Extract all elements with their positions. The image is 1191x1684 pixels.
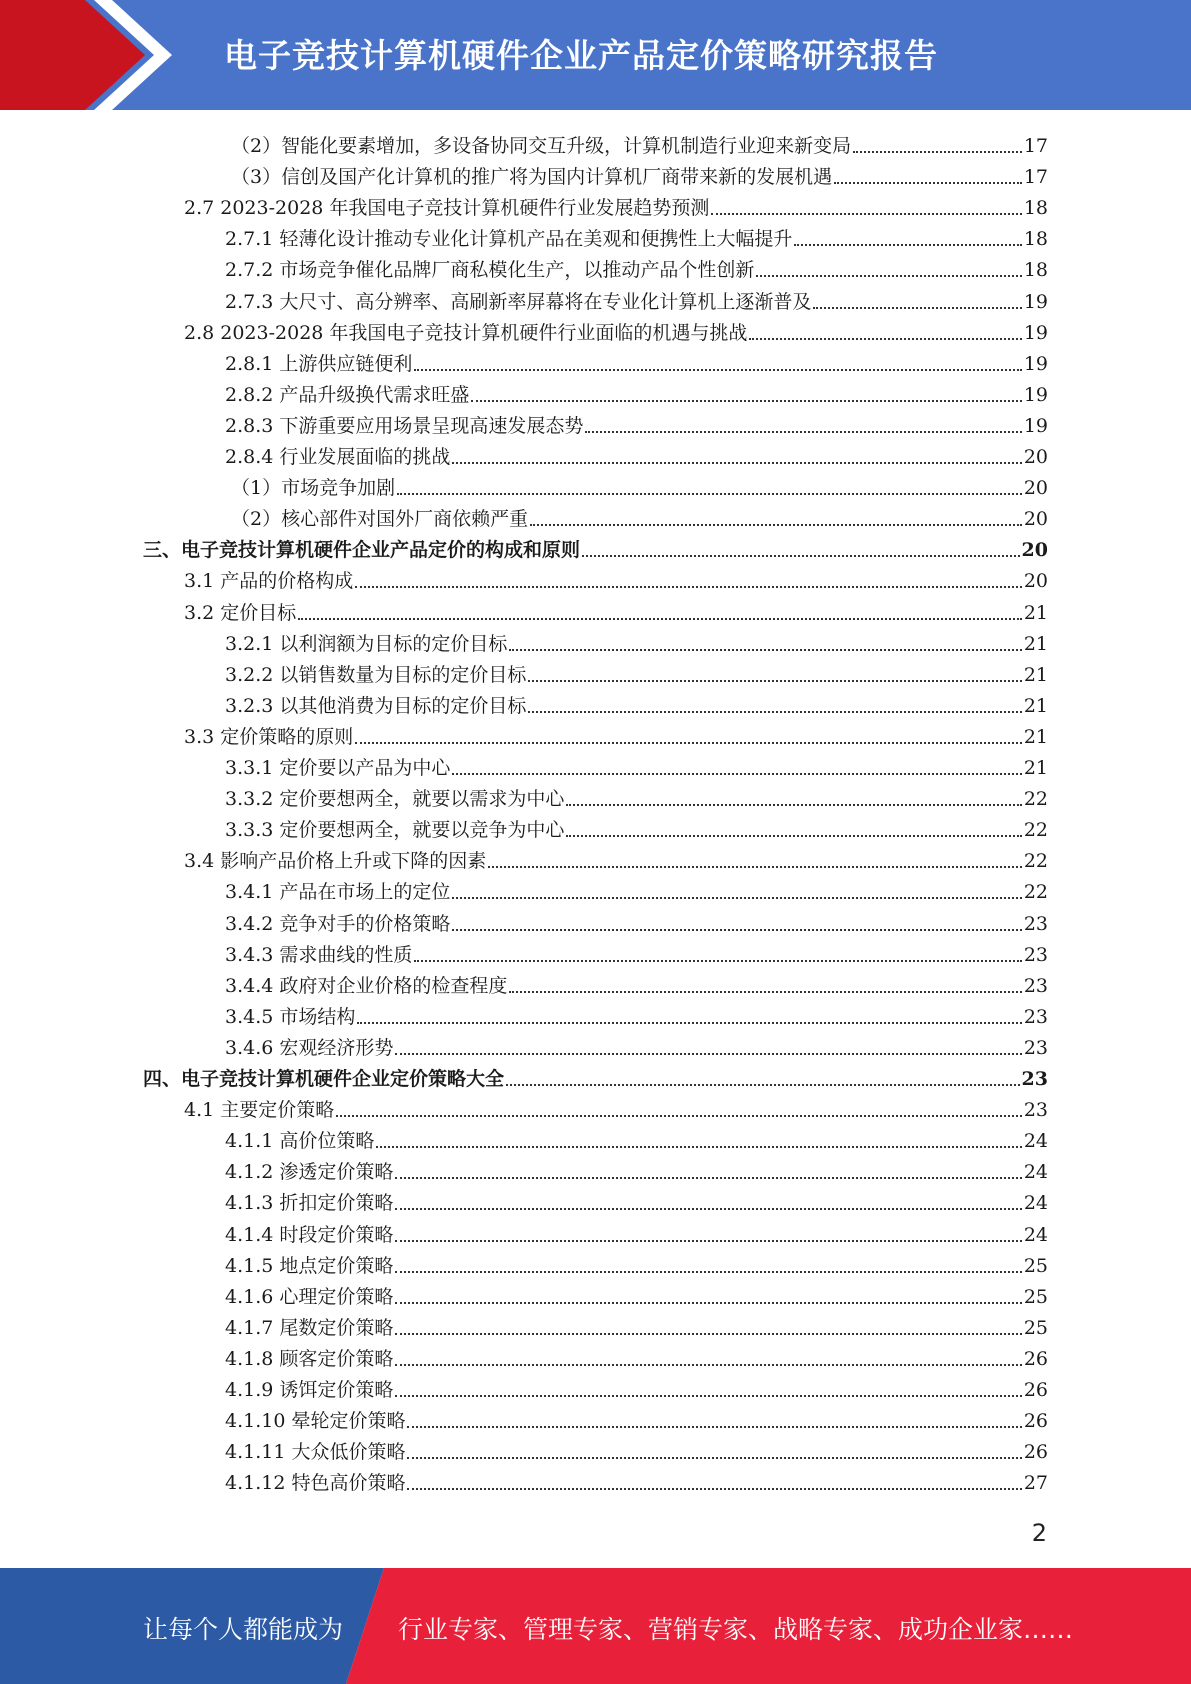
toc-entry-label: 4.1.9 诱饵定价策略	[225, 1379, 394, 1401]
toc-dot-leader	[376, 1145, 1021, 1148]
toc-dot-leader	[452, 772, 1021, 775]
toc-entry[interactable]	[225, 998, 1048, 1029]
toc-entry[interactable]	[231, 158, 1048, 189]
toc-entry-label: 2.8.2 产品升级换代需求旺盛	[225, 383, 470, 406]
toc-entry-page: 25	[1023, 1316, 1048, 1339]
toc-entry[interactable]	[225, 251, 1048, 282]
toc-entry-label: 3.4.3 需求曲线的性质	[225, 943, 413, 966]
toc-entry-page: 20	[1023, 570, 1048, 593]
toc-entry[interactable]	[231, 469, 1048, 500]
toc-entry-page: 19	[1023, 352, 1048, 375]
toc-entry-page: 18	[1023, 228, 1048, 251]
toc-entry[interactable]	[143, 1060, 1048, 1091]
toc-entry-page: 26	[1023, 1410, 1048, 1433]
toc-entry-page: 27	[1023, 1472, 1048, 1495]
toc-entry[interactable]	[225, 873, 1048, 904]
toc-dot-leader	[528, 679, 1021, 682]
toc-entry-label: 3.4.1 产品在市场上的定位	[225, 881, 451, 904]
toc-entry-page: 25	[1023, 1285, 1048, 1308]
toc-entry-page: 22	[1023, 788, 1048, 811]
toc-entry-page: 20	[1023, 508, 1048, 531]
toc-entry-label: 4.1.7 尾数定价策略	[225, 1316, 394, 1339]
toc-dot-leader	[395, 1270, 1021, 1273]
toc-entry[interactable]	[225, 1184, 1048, 1215]
toc-entry-label: 3.4.6 宏观经济形势	[225, 1036, 394, 1059]
toc-entry-page: 19	[1023, 383, 1048, 406]
toc-entry-page: 23	[1023, 912, 1048, 935]
toc-entry-label: 3.3.2 定价要想两全，就要以需求为中心	[225, 788, 565, 811]
toc-entry[interactable]	[231, 127, 1048, 158]
toc-dot-leader	[407, 1456, 1021, 1459]
toc-dot-leader	[397, 492, 1022, 495]
toc-entry[interactable]	[225, 1122, 1048, 1153]
toc-entry-label: 3.4.2 竞争对手的价格策略	[225, 912, 451, 935]
toc-entry-page: 19	[1023, 414, 1048, 437]
toc-entry[interactable]	[225, 438, 1048, 469]
toc-entry-label: 4.1.1 高价位策略	[225, 1130, 375, 1153]
toc-dot-leader	[566, 803, 1021, 806]
toc-entry-label: 2.8.3 下游重要应用场景呈现高速发展态势	[225, 414, 584, 437]
toc-entry-page: 21	[1023, 757, 1048, 779]
toc-entry-label: 3.2 定价目标	[184, 601, 297, 624]
toc-dot-leader	[749, 337, 1021, 340]
toc-entry-label: 4.1.11 大众低价策略	[225, 1441, 406, 1464]
toc-entry-label: （2）智能化要素增加，多设备协同交互升级，计算机制造行业迎来新变局	[231, 135, 852, 157]
toc-entry[interactable]	[225, 1278, 1048, 1309]
toc-entry-label: 3.1 产品的价格构成	[184, 570, 354, 593]
toc-dot-leader	[395, 1176, 1021, 1179]
toc-entry-page: 23	[1023, 1005, 1048, 1028]
toc-entry[interactable]	[231, 500, 1048, 531]
toc-dot-leader	[509, 990, 1021, 993]
toc-entry-label: 2.8.4 行业发展面临的挑战	[225, 446, 451, 468]
toc-entry[interactable]	[225, 687, 1048, 718]
toc-dot-leader	[395, 1394, 1021, 1397]
footer-slogan-left: 让每个人都能成为	[143, 1615, 344, 1644]
toc-entry[interactable]	[184, 1091, 1048, 1122]
toc-entry[interactable]	[143, 531, 1048, 562]
toc-dot-leader	[488, 865, 1022, 868]
report-title: 电子竞技计算机硬件企业产品定价策略研究报告	[224, 36, 938, 75]
toc-entry-page: 22	[1023, 850, 1048, 873]
toc-entry[interactable]	[225, 1309, 1048, 1340]
toc-dot-leader	[834, 181, 1022, 184]
toc-dot-leader	[395, 1301, 1021, 1304]
toc-dot-leader	[711, 212, 1021, 215]
toc-entry-page: 26	[1023, 1347, 1048, 1370]
toc-entry-page: 23	[1023, 943, 1048, 966]
toc-entry-label: 4.1.5 地点定价策略	[225, 1254, 394, 1277]
toc-entry-label: 4.1.2 渗透定价策略	[225, 1161, 394, 1184]
toc-entry-page: 17	[1023, 166, 1048, 189]
toc-entry[interactable]	[184, 189, 1048, 220]
toc-dot-leader	[414, 368, 1021, 371]
toc-dot-leader	[509, 648, 1021, 651]
toc-entry[interactable]	[225, 1371, 1048, 1402]
toc-entry-page: 21	[1023, 663, 1048, 686]
toc-entry-label: 3.4 影响产品价格上升或下降的因素	[184, 850, 487, 873]
toc-entry-page: 25	[1023, 1254, 1048, 1277]
toc-entry[interactable]	[225, 967, 1048, 998]
toc-dot-leader	[794, 243, 1021, 246]
toc-entry-label: （1）市场竞争加剧	[231, 477, 396, 500]
toc-entry-page: 19	[1023, 290, 1048, 313]
toc-entry[interactable]	[225, 1153, 1048, 1184]
toc-entry-label: 2.7.2 市场竞争催化品牌厂商私模化生产，以推动产品个性创新	[225, 259, 755, 282]
toc-entry-page: 21	[1023, 725, 1048, 748]
toc-entry[interactable]	[225, 780, 1048, 811]
toc-entry-page: 21	[1023, 694, 1048, 717]
toc-entry[interactable]	[225, 1402, 1048, 1433]
toc-entry[interactable]	[225, 1433, 1048, 1464]
toc-dot-leader	[471, 399, 1021, 402]
toc-entry-label: 三、电子竞技计算机硬件企业产品定价的构成和原则	[143, 539, 581, 562]
toc-entry-page: 18	[1023, 197, 1048, 220]
toc-entry[interactable]	[184, 314, 1048, 345]
toc-entry[interactable]	[225, 936, 1048, 967]
toc-entry[interactable]	[184, 594, 1048, 625]
toc-entry-page: 20	[1023, 446, 1048, 468]
toc-entry[interactable]	[225, 1464, 1048, 1495]
toc-entry-label: （3）信创及国产化计算机的推广将为国内计算机厂商带来新的发展机遇	[231, 166, 833, 189]
toc-entry-label: 4.1.8 顾客定价策略	[225, 1347, 394, 1370]
toc-dot-leader	[452, 896, 1021, 899]
toc-dot-leader	[756, 274, 1021, 277]
toc-entry[interactable]	[184, 842, 1048, 873]
toc-dot-leader	[813, 306, 1021, 309]
toc-entry-label: （2）核心部件对国外厂商依赖严重	[231, 508, 529, 531]
toc-entry-label: 4.1.6 心理定价策略	[225, 1285, 394, 1308]
toc-entry-page: 23	[1023, 1099, 1048, 1122]
toc-entry-page: 20	[1021, 539, 1048, 562]
toc-entry[interactable]	[225, 376, 1048, 407]
toc-entry-label: 3.3.1 定价要以产品为中心	[225, 757, 451, 779]
toc-entry-page: 22	[1023, 881, 1048, 904]
toc-entry-label: 2.7.1 轻薄化设计推动专业化计算机产品在美观和便携性上大幅提升	[225, 228, 793, 251]
toc-dot-leader	[452, 928, 1021, 931]
toc-dot-leader	[395, 1363, 1021, 1366]
toc-entry-page: 24	[1023, 1223, 1048, 1246]
toc-entry-page: 23	[1021, 1068, 1048, 1090]
toc-entry-page: 22	[1023, 819, 1048, 842]
toc-entry[interactable]	[225, 1247, 1048, 1278]
toc-dot-leader	[566, 834, 1021, 837]
toc-entry[interactable]	[225, 220, 1048, 251]
toc-entry-label: 2.8 2023-2028 年我国电子竞技计算机硬件行业面临的机遇与挑战	[184, 321, 748, 344]
toc-dot-leader	[585, 430, 1021, 433]
toc-entry-label: 2.7 2023-2028 年我国电子竞技计算机硬件行业发展趋势预测	[184, 197, 710, 220]
toc-entry-label: 4.1 主要定价策略	[184, 1099, 335, 1122]
footer-slogan-right: 行业专家、管理专家、营销专家、战略专家、成功企业家……	[398, 1615, 1074, 1644]
toc-dot-leader	[407, 1487, 1021, 1490]
toc-entry-label: 3.4.4 政府对企业价格的检查程度	[225, 974, 508, 997]
toc-entry-page: 17	[1023, 135, 1048, 157]
toc-entry-label: 四、电子竞技计算机硬件企业定价策略大全	[143, 1068, 505, 1090]
toc-dot-leader	[395, 1332, 1021, 1335]
toc-entry[interactable]	[225, 1340, 1048, 1371]
toc-entry-label: 3.2.1 以利润额为目标的定价目标	[225, 632, 508, 655]
toc-entry-page: 23	[1023, 1036, 1048, 1059]
toc-entry-label: 4.1.12 特色高价策略	[225, 1472, 406, 1495]
toc-entry-label: 3.2.2 以销售数量为目标的定价目标	[225, 663, 527, 686]
toc-entry[interactable]	[225, 345, 1048, 376]
toc-entry[interactable]	[225, 625, 1048, 656]
toc-dot-leader	[336, 1114, 1022, 1117]
toc-entry-page: 20	[1023, 477, 1048, 500]
toc-entry-page: 26	[1023, 1441, 1048, 1464]
page-header	[0, 0, 1191, 110]
toc-dot-leader	[530, 523, 1022, 526]
toc-entry-page: 21	[1023, 601, 1048, 624]
toc-entry[interactable]	[225, 749, 1048, 780]
toc-dot-leader	[357, 1021, 1021, 1024]
toc-entry[interactable]	[225, 905, 1048, 936]
toc-dot-leader	[414, 959, 1021, 962]
toc-entry[interactable]	[225, 283, 1048, 314]
toc-dot-leader	[395, 1207, 1021, 1210]
toc-entry-page: 26	[1023, 1379, 1048, 1401]
toc-dot-leader	[853, 150, 1022, 153]
toc-entry-label: 3.2.3 以其他消费为目标的定价目标	[225, 694, 527, 717]
toc-entry[interactable]	[225, 407, 1048, 438]
toc-dot-leader	[582, 554, 1020, 557]
toc-entry-page: 18	[1023, 259, 1048, 282]
toc-entry-label: 4.1.3 折扣定价策略	[225, 1192, 394, 1215]
toc-entry-page: 23	[1023, 974, 1048, 997]
toc-entry[interactable]	[184, 718, 1048, 749]
toc-entry-label: 3.3 定价策略的原则	[184, 725, 354, 748]
toc-dot-leader	[407, 1425, 1021, 1428]
toc-entry[interactable]	[225, 656, 1048, 687]
toc-entry-label: 2.7.3 大尺寸、高分辨率、高刷新率屏幕将在专业化计算机上逐渐普及	[225, 290, 812, 313]
toc-dot-leader	[298, 617, 1022, 620]
toc-dot-leader	[528, 710, 1021, 713]
toc-dot-leader	[506, 1083, 1020, 1086]
toc-entry-page: 19	[1023, 321, 1048, 344]
toc-entry-page: 24	[1023, 1192, 1048, 1215]
toc-dot-leader	[355, 585, 1022, 588]
toc-entry[interactable]	[225, 1216, 1048, 1247]
toc-entry-label: 3.4.5 市场结构	[225, 1005, 356, 1028]
toc-entry-label: 4.1.4 时段定价策略	[225, 1223, 394, 1246]
toc-entry-page: 21	[1023, 632, 1048, 655]
toc-dot-leader	[395, 1052, 1021, 1055]
toc-entry-page: 24	[1023, 1130, 1048, 1153]
toc-entry-label: 3.3.3 定价要想两全，就要以竞争为中心	[225, 819, 565, 842]
toc-dot-leader	[395, 1239, 1021, 1242]
toc-entry[interactable]	[184, 562, 1048, 593]
toc-dot-leader	[452, 461, 1021, 464]
toc-dot-leader	[355, 741, 1022, 744]
toc-entry-page: 24	[1023, 1161, 1048, 1184]
toc-entry-label: 4.1.10 晕轮定价策略	[225, 1410, 406, 1433]
page-footer	[0, 1568, 1191, 1684]
page-number: 2	[1031, 1519, 1047, 1547]
toc-entry[interactable]	[225, 811, 1048, 842]
toc-entry[interactable]	[225, 1029, 1048, 1060]
toc-entry-label: 2.8.1 上游供应链便利	[225, 352, 413, 375]
